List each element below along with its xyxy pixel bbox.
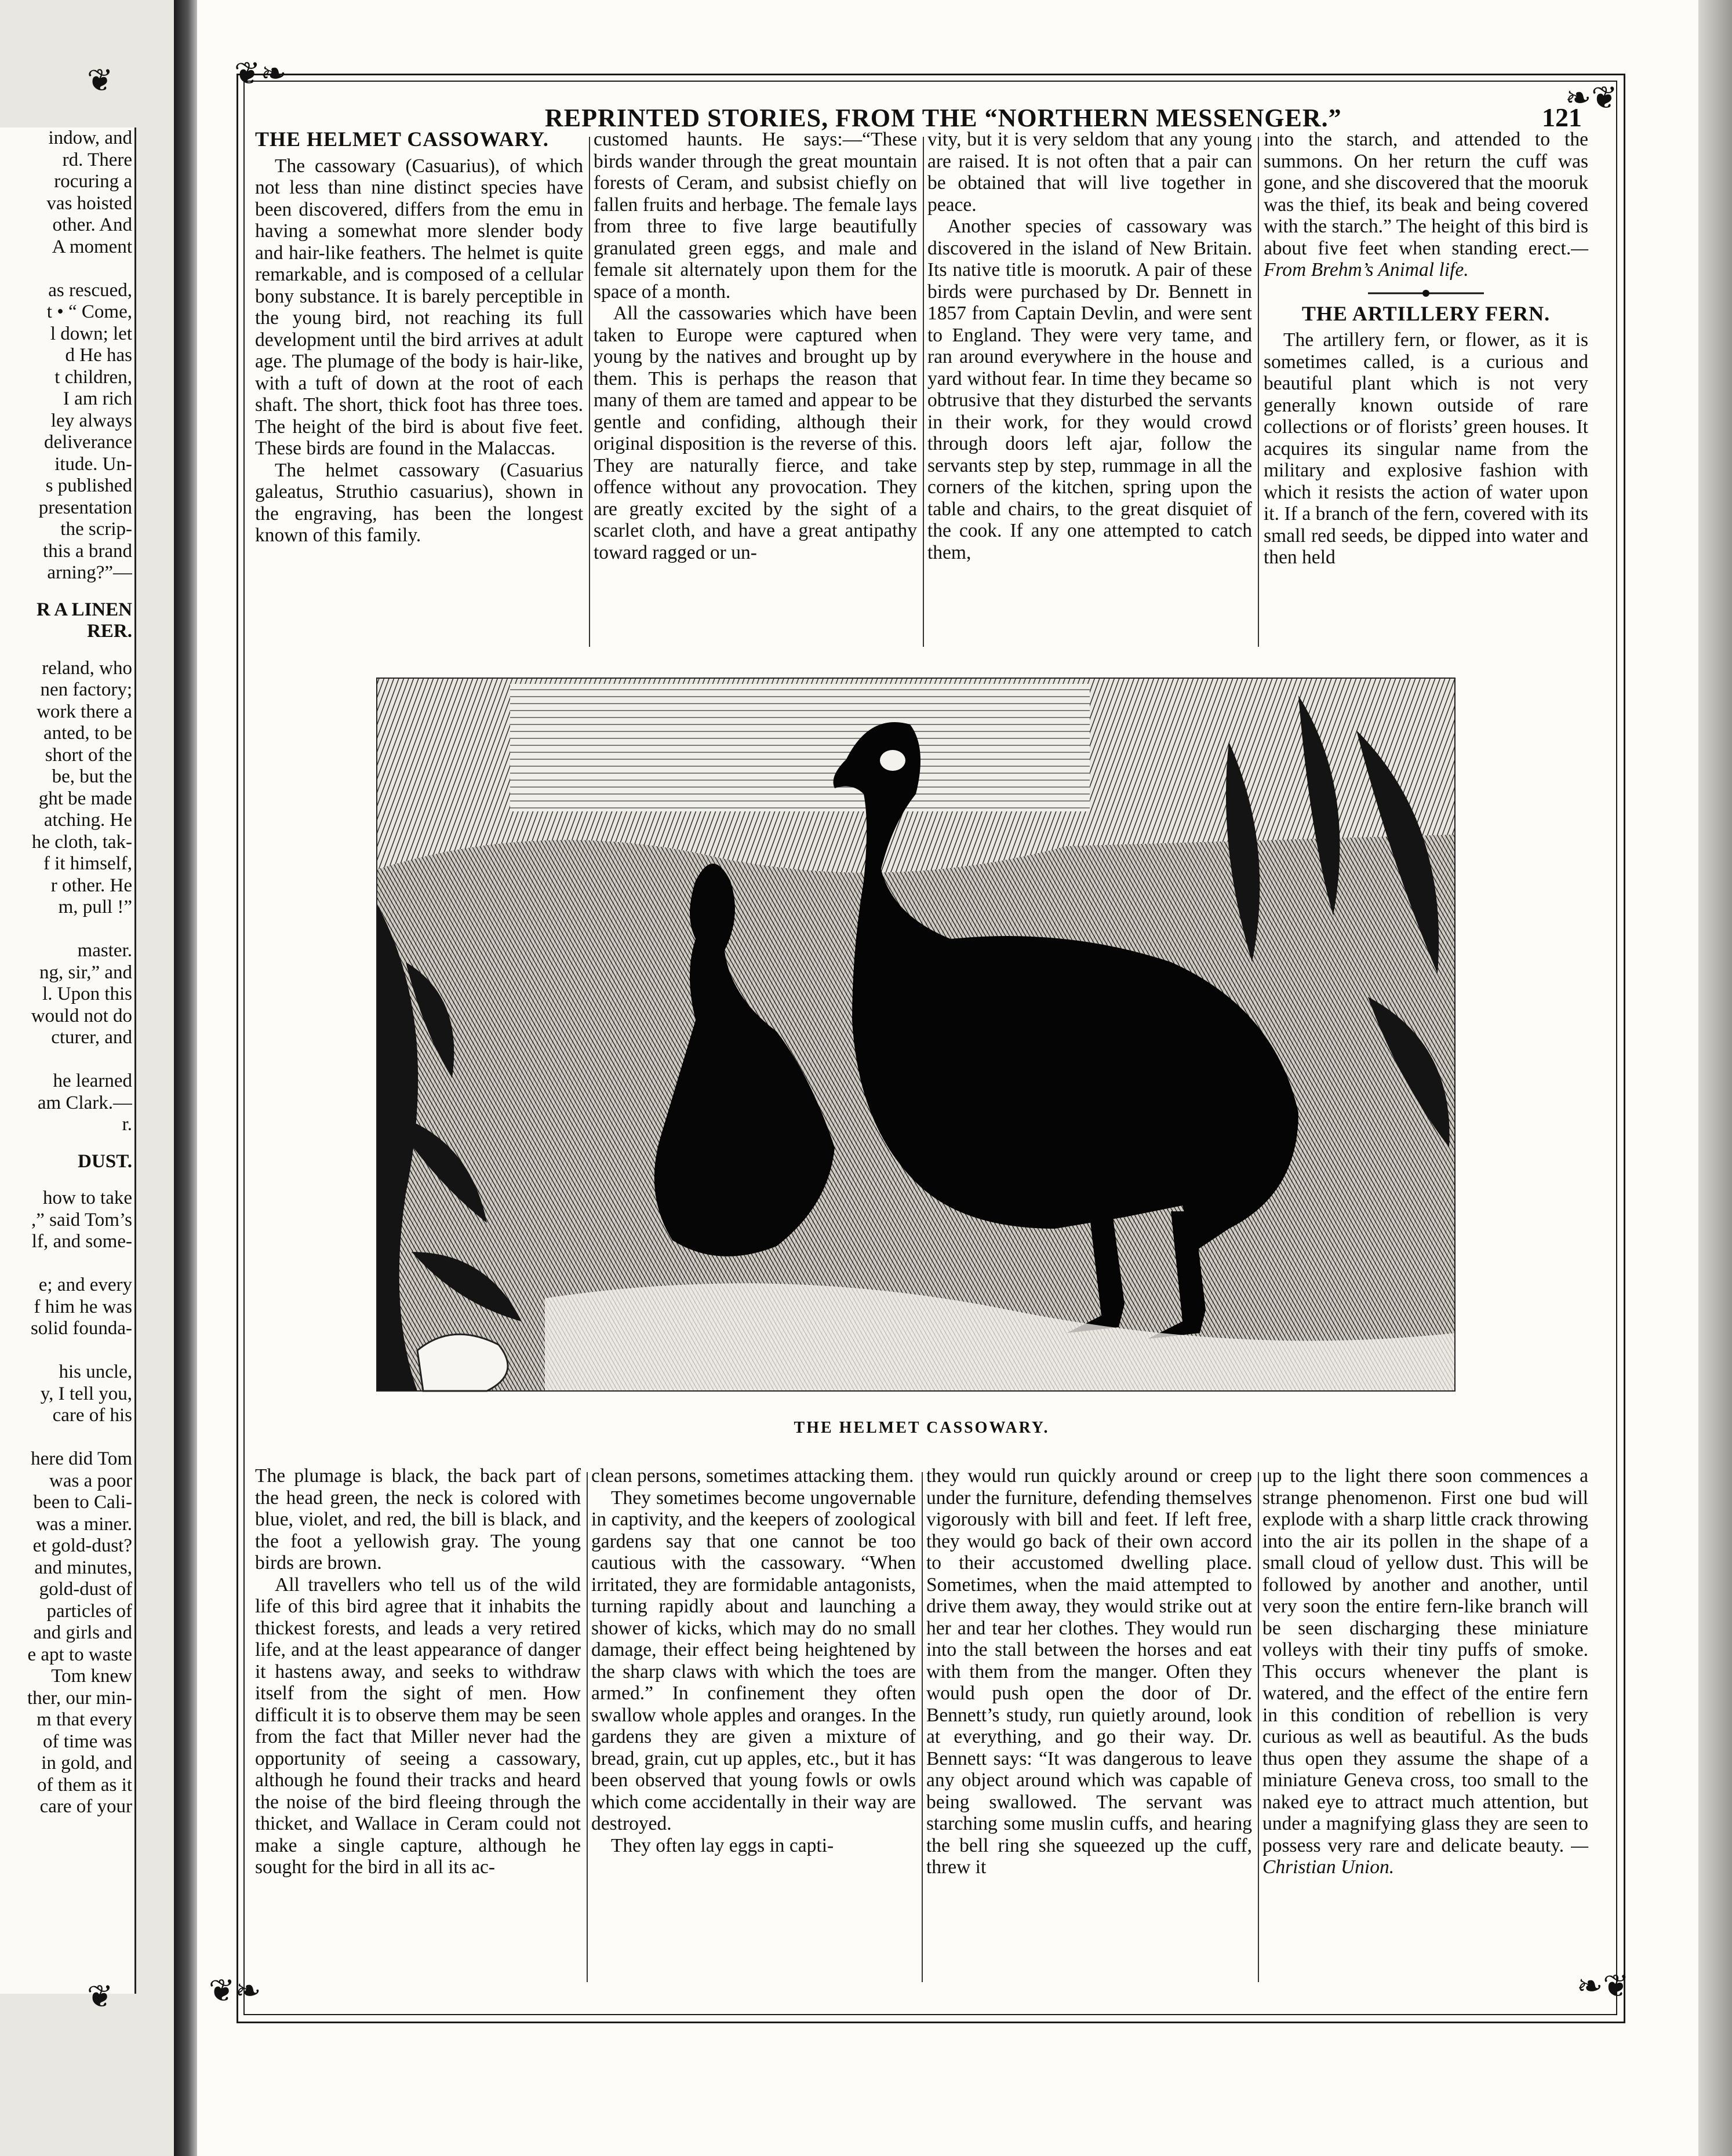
previous-page-line: short of the xyxy=(45,744,132,766)
previous-page-line: atching. He xyxy=(43,810,132,831)
previous-page-line xyxy=(0,258,132,280)
previous-page-line: nen factory; xyxy=(40,679,132,700)
previous-page-line: f it himself, xyxy=(43,853,132,874)
column-rule xyxy=(589,137,590,647)
spacer xyxy=(0,643,132,658)
previous-page-line: care of your xyxy=(39,1796,132,1817)
previous-page-line: gold-dust of xyxy=(39,1579,132,1600)
previous-page-line: vas hoisted xyxy=(46,192,132,214)
previous-page-line: t children, xyxy=(54,366,132,388)
page-number: 121 xyxy=(1542,103,1582,132)
page-edge-shadow xyxy=(1698,0,1732,2156)
corner-ornament-icon: ❦ xyxy=(87,1979,114,2014)
paragraph: customed haunts. He says:—“These birds wander through the great mountain forests of Ceram, and subsist chiefly on fallen fruits and herbage. The female lays from three to five large beautifully granulated green eggs, and male and female sit alternately upon them for the space of a month. xyxy=(594,129,917,303)
corner-ornament-icon: ❦❧ xyxy=(209,1973,261,2008)
previous-page-line: and minutes, xyxy=(34,1557,132,1578)
previous-page-line xyxy=(0,1253,132,1275)
previous-page-line: in gold, and xyxy=(41,1753,132,1773)
paragraph: The helmet cassowary (Casuarius galeatus, Struthio casuarius), shown in the engraving, has been the longest known of this family. xyxy=(255,459,583,546)
paragraph: They sometimes become ungovernable in captivity, and the keepers of zoological gardens say that one cannot be too cautious with the cassowary. “When irritated, they are formidable antagonists, turning rapidly about and launching a shower of kicks, which may do no small damage, their effect being heightened by the sharp claws with which the toes are armed.” In confinement they often swallow whole apples and oranges. In the gardens they are given a mixture of bread, grain, cut up apples, etc., but it has been observed that young fowls or owls which come accidentally in their way are destroyed. xyxy=(591,1487,916,1834)
previous-page-line: solid founda- xyxy=(30,1318,132,1339)
previous-page-line: this a brand xyxy=(43,540,132,562)
previous-page-line: rocuring a xyxy=(54,171,132,192)
previous-page-line: m, pull !” xyxy=(58,897,132,917)
previous-page-line: the scrip- xyxy=(60,519,132,540)
paragraph: The cassowary (Casuarius), of which not less than nine distinct species have been discovered, differs from the emu in having a somewhat more slender body and hair-like feathers. The helmet is quite remarkable, and is composed of a cellular bony substance. It is barely perceptible in the young bird, not reaching its full development until the bird arrives at adult age. The plumage of the body is hair-like, with a tuft of down at the root of each shaft. The short, thick foot has three toes. The height of the bird is about five feet. These birds are found in the Malaccas. xyxy=(255,155,583,459)
previous-page-line: of time was xyxy=(43,1731,132,1752)
column-rule xyxy=(922,1472,923,1982)
previous-page-line: ght be made xyxy=(38,788,132,809)
book-gutter xyxy=(174,0,197,2156)
previous-page-line: master. xyxy=(77,940,132,961)
paragraph: vity, but it is very seldom that any young are raised. It is not often that a pair can be obtained that will live together in peace. xyxy=(927,129,1252,216)
paragraph: The artillery fern, or flower, as it is sometimes called, is a curious and beautiful plant which is not very generally known outside of rare collections or of florists’ green houses. It acquires its singular name from the military and explosive fashion with which it resists the action of water upon it. If a branch of the fern, covered with its small red seeds, be dipped into water and then held xyxy=(1264,329,1588,568)
previous-page-line: e; and every xyxy=(38,1274,132,1295)
previous-page-line: f him he was xyxy=(34,1296,132,1317)
previous-page-line: ley always xyxy=(50,410,132,431)
previous-page-line: t • “ Come, xyxy=(46,301,132,322)
previous-page-line: y, I tell you, xyxy=(40,1383,132,1404)
previous-page-line: d He has xyxy=(65,345,132,366)
previous-page-line: I am rich xyxy=(63,388,132,409)
previous-page-text xyxy=(0,128,132,1818)
column-rule xyxy=(587,1472,588,1982)
corner-ornament-icon: ❧❦ xyxy=(1577,1969,1629,2004)
previous-page-line: was a miner. xyxy=(36,1513,132,1535)
previous-page-line xyxy=(0,1340,132,1362)
previous-page-line: s published xyxy=(45,475,132,496)
previous-page-line: work there a xyxy=(37,701,132,722)
previous-page-line: and girls and xyxy=(33,1622,132,1643)
cassowary-engraving xyxy=(371,672,1467,1403)
previous-page-line xyxy=(0,919,132,941)
previous-page-line: reland, who xyxy=(42,657,132,679)
previous-page-line: how to take xyxy=(43,1188,132,1208)
previous-page-line: e apt to waste xyxy=(27,1644,132,1665)
paragraph: All travellers who tell us of the wild life of this bird agree that it inhabits the thickest forests, and leads a very retired life, and at the least appearance of danger it hastens away, and seeks to withdraw itself from the sight of men. How difficult it is to observe them may be seen from the fact that Miller never had the opportunity of seeing a cassowary, although he found their tracks and heard the noise of the bird fleeing through the thicket, and Wallace in Ceram could not make a single capture, although he sought for the bird in all its ac- xyxy=(255,1574,581,1878)
previous-page-line: particles of xyxy=(46,1600,132,1622)
previous-page-line: here did Tom xyxy=(31,1448,132,1469)
previous-page-line: et gold-dust? xyxy=(32,1535,132,1556)
corner-ornament-icon: ❦ xyxy=(87,63,114,98)
upper-column-1 xyxy=(255,129,583,547)
previous-page-line: Tom knew xyxy=(51,1666,132,1687)
previous-page-line: rd. There xyxy=(62,149,132,170)
figure-caption: THE HELMET CASSOWARY. xyxy=(794,1419,1050,1437)
previous-page xyxy=(0,0,184,2156)
previous-page-line: arning?”— xyxy=(47,562,132,583)
running-head: REPRINTED STORIES, FROM THE “NORTHERN MESSENGER.” xyxy=(545,104,1342,132)
previous-page-line: lf, and some- xyxy=(31,1231,132,1252)
separator-rule xyxy=(1368,289,1484,297)
previous-page-line: other. And xyxy=(52,214,132,235)
previous-page-line: A moment xyxy=(52,236,132,257)
upper-column-3 xyxy=(927,129,1252,563)
previous-page-line: his uncle, xyxy=(59,1361,132,1382)
previous-page-line: itude. Un- xyxy=(54,453,132,475)
previous-page-line: he cloth, tak- xyxy=(31,831,132,853)
spacer xyxy=(0,1172,132,1188)
previous-page-line: of them as it xyxy=(37,1774,132,1796)
previous-page-line: m that every xyxy=(37,1709,132,1730)
spacer xyxy=(0,1136,132,1151)
article-title: THE ARTILLERY FERN. xyxy=(1301,301,1551,325)
lower-column-1 xyxy=(255,1465,581,1878)
previous-page-line: presentation xyxy=(38,497,132,518)
previous-page-line: as rescued, xyxy=(48,279,132,301)
previous-page-heading: RER. xyxy=(87,621,132,642)
previous-page-line xyxy=(0,1427,132,1449)
previous-page-line: ng, sir,” and xyxy=(39,962,132,983)
previous-page-line: deliverance xyxy=(43,432,132,453)
paragraph: clean persons, sometimes attacking them. xyxy=(591,1465,914,1487)
paragraph: into the starch, and attended to the summons. On her return the cuff was gone, and she discovered that the mooruk was the thief, its beak and being covered with the starch.” The height of this bird is about five feet when standing erect.—From Brehm’s Animal life. xyxy=(1264,129,1588,281)
paragraph: Another species of cassowary was discovered in the island of New Britain. Its native title is moorutk. A pair of these birds were purchased by Dr. Bennett in 1857 from Captain Devlin, and were sent to England. They were very tame, and ran around everywhere in the house and yard without fear. In time they became so obtrusive that they disturbed the servants in their work, for they would crowd through doors left ajar, follow the servants step by step, rummage in all the corners of the kitchen, spring upon the table and chairs, to the great disquiet of the cook. If any one attempted to catch them, xyxy=(927,216,1252,563)
previous-page-line: l. Upon this xyxy=(42,984,132,1004)
previous-page-line: l down; let xyxy=(50,323,132,344)
previous-page-line: r. xyxy=(122,1114,132,1135)
paragraph: The plumage is black, the back part of the head green, the neck is colored with blue, violet, and red, the bill is black, and the foot a yellowish gray. The young birds are brown. xyxy=(255,1465,581,1574)
upper-column-4 xyxy=(1264,129,1588,569)
upper-column-2 xyxy=(594,129,917,563)
previous-page-line: ,” said Tom’s xyxy=(31,1209,132,1230)
lower-column-4 xyxy=(1262,1465,1588,1878)
corner-ornament-icon: ❧❦ xyxy=(1565,81,1618,115)
previous-page-line: anted, to be xyxy=(43,723,132,744)
paragraph: up to the light there soon commences a strange phenomenon. First one bud will explode with a sharp little crack throwing into the air its pollen in the shape of a small cloud of yellow dust. This will be followed by another and another, until very soon the entire fern-like branch will be seen discharging these miniature volleys with their tiny puffs of smoke. This occurs whenever the plant is watered, and the effect of the entire fern in this condition of rebellion is very curious as well as beautiful. As the buds thus open they assume the shape of a miniature Geneva cross, too small to the naked eye to attract much attention, but under a magnifying glass they are seen to possess very rare and delicate beauty. — Christian Union. xyxy=(1262,1465,1588,1878)
previous-page-line: r other. He xyxy=(50,875,132,896)
paragraph: All the cassowaries which have been taken to Europe were captured when young by the natives and brought up by them. This is perhaps the reason that many of them are tamed and appear to be gentle and confiding, although their original disposition is the reverse of this. They are naturally fierce, and take offence without any provocation. They are greatly excited by the sight of a scarlet cloth, and have a great antipathy toward ragged or un- xyxy=(594,303,917,563)
previous-page-line: am Clark.— xyxy=(37,1092,132,1113)
previous-page-heading: R A LINEN xyxy=(36,599,132,620)
previous-page-line: indow, and xyxy=(48,128,132,148)
previous-page-heading: DUST. xyxy=(78,1150,132,1172)
lower-column-2 xyxy=(591,1465,916,1856)
previous-page-column xyxy=(0,128,136,1994)
corner-ornament-icon: ❦❧ xyxy=(234,56,287,91)
previous-page-line: been to Cali- xyxy=(33,1492,132,1513)
previous-page-line: ther, our min- xyxy=(27,1687,132,1709)
column-rule xyxy=(1258,1472,1259,1982)
previous-page-line: he learned xyxy=(53,1070,132,1091)
article-title: THE HELMET CASSOWARY. xyxy=(255,128,549,151)
paragraph: They often lay eggs in capti- xyxy=(611,1834,834,1856)
spacer xyxy=(0,584,132,599)
previous-page-line: be, but the xyxy=(52,766,132,787)
previous-page-line: cturer, and xyxy=(51,1027,132,1048)
previous-page-line: care of his xyxy=(52,1405,132,1426)
previous-page-line: would not do xyxy=(31,1005,132,1026)
previous-page-line xyxy=(0,1049,132,1071)
column-rule xyxy=(923,137,924,647)
lower-column-3 xyxy=(926,1465,1252,1878)
paragraph: they would run quickly around or creep under the furniture, defending themselves vigorously with bill and feet. If left free, they would go back of their own accord to their accustomed dwelling place. Sometimes, when the maid attempted to drive them away, they would strike out at her and tear her clothes. They would run into the stall between the horses and eat with them from the manger. Often they would push open the door of Dr. Bennett’s study, run quietly around, look at everything, and go their way. Dr. Bennett says: “It was dangerous to leave any object around which was capable of being swallowed. The servant was starching some muslin cuffs, and hearing the bell ring she squeezed up the cuff, threw it xyxy=(926,1465,1252,1878)
column-rule xyxy=(1258,137,1259,647)
previous-page-line: was a poor xyxy=(49,1470,132,1491)
